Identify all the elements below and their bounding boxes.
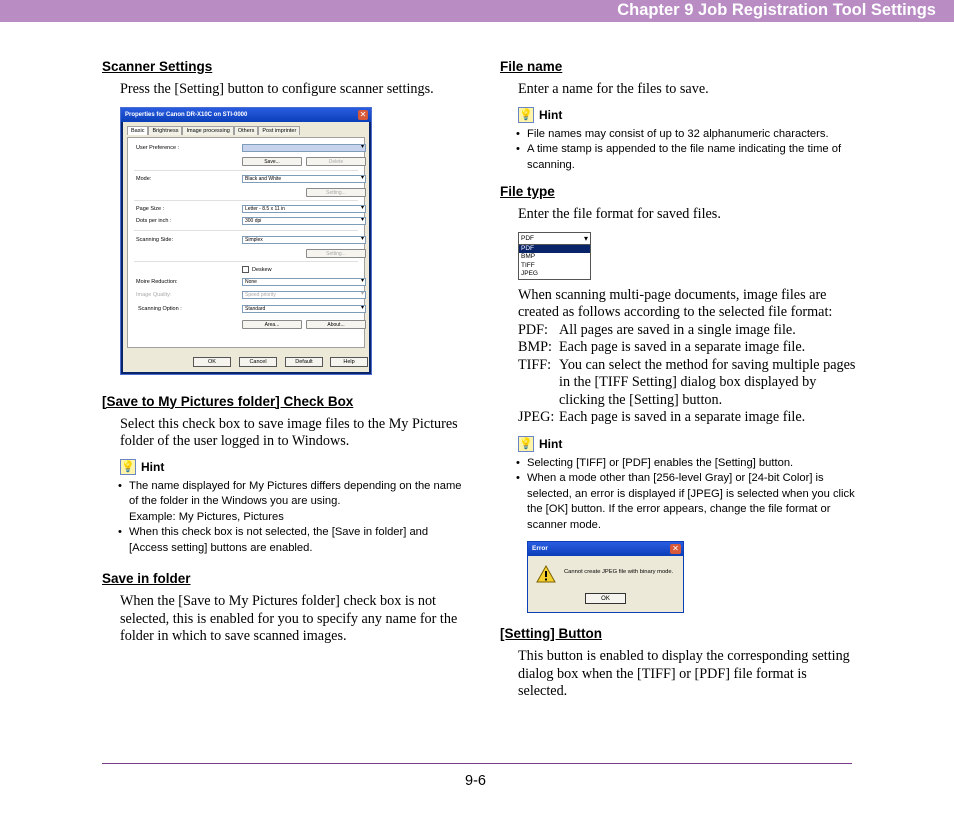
lightbulb-icon: 💡 [518, 436, 534, 452]
hint-label: Hint [539, 107, 563, 122]
close-icon[interactable]: ✕ [670, 544, 681, 554]
dpi-label: Dots per inch : [136, 217, 172, 224]
scanning-side-label: Scanning Side: [136, 236, 173, 243]
hint-header [120, 458, 462, 476]
about-button[interactable]: About... [306, 320, 366, 329]
file-type-heading: File type [500, 184, 555, 199]
list-item: • When this check box is not selected, the [Save in folder] and [Access setting] buttons are enabled. [118, 525, 462, 556]
lightbulb-icon: 💡 [120, 459, 136, 475]
cancel-button[interactable]: Cancel [239, 357, 277, 367]
file-type-intro: When scanning multi-page documents, image files are created as follows according to the selected file format: [518, 286, 833, 320]
deskew-checkbox-row[interactable] [242, 266, 272, 273]
close-icon[interactable]: ✕ [359, 109, 367, 119]
list-item: • Selecting [TIFF] or [PDF] enables the [Setting] button. [516, 456, 856, 472]
save-to-pictures-heading: [Save to My Pictures folder] Check Box [102, 393, 354, 409]
ok-button[interactable]: OK [193, 357, 231, 367]
basic-panel [127, 137, 365, 348]
format-desc: You can select the method for saving multiple pages in the [TIFF Setting] dialog box displayed by clicking the [Setting] button. [559, 356, 856, 408]
image-quality-select[interactable]: Speed priority ▾ [242, 291, 366, 299]
page-number: 9-6 [465, 773, 486, 789]
divider [134, 170, 358, 171]
divider [134, 261, 358, 262]
list-item: • When a mode other than [256-level Gray] or [24-bit Color] is selected, an error is displayed if [JPEG] is selected when you click the [OK] button. If the error appears, change the file format or scanner mode. [516, 471, 856, 533]
scanning-option-select[interactable]: Standard ▾ [242, 305, 366, 313]
deskew-checkbox[interactable] [242, 266, 249, 273]
mode-label: Mode: [136, 175, 152, 182]
hint-list [516, 456, 856, 534]
hint-list [118, 479, 462, 557]
save-in-folder-text: When the [Save to My Pictures folder] check box is not selected, this is enabled for you to specify any name for the folder in which to save scanned images. [120, 593, 458, 644]
file-type-listbox[interactable] [518, 232, 591, 280]
dpi-select[interactable]: 300 dpi ▾ [242, 217, 366, 225]
format-desc: Each page is saved in a separate image file. [559, 339, 806, 355]
error-dialog [527, 541, 684, 613]
dialog-tabs [127, 126, 300, 136]
file-type-option-jpeg[interactable]: JPEG [521, 270, 538, 277]
error-dialog-title: Error [528, 542, 683, 556]
dialog-body [123, 122, 369, 372]
format-row [518, 322, 856, 340]
chapter-title: Chapter 9 Job Registration Tool Settings [617, 1, 936, 19]
error-ok-button[interactable]: OK [585, 593, 626, 604]
page-size-label: Page Size : [136, 205, 165, 212]
list-item [118, 479, 462, 526]
header-bar [0, 0, 954, 22]
help-button[interactable]: Help [330, 357, 368, 367]
hint-header [518, 106, 856, 124]
page-size-select[interactable]: Letter - 8.5 x 11 in ▾ [242, 205, 366, 213]
mode-setting-button[interactable]: Setting... [306, 188, 366, 197]
hint-header [518, 435, 856, 453]
tab-basic[interactable]: Basic [127, 126, 148, 135]
lightbulb-icon: 💡 [518, 107, 534, 123]
right-column [500, 58, 856, 701]
moire-label: Moire Reduction: [136, 278, 178, 285]
scanner-properties-dialog [120, 107, 372, 375]
format-list [518, 322, 856, 427]
area-button[interactable]: Area... [242, 320, 302, 329]
mode-select[interactable]: Black and White ▾ [242, 175, 366, 183]
footer-divider [102, 763, 852, 764]
format-row [518, 339, 856, 357]
format-key: BMP: [518, 339, 552, 355]
file-type-select[interactable]: PDF ▾ [519, 233, 590, 245]
setting-button-text: This button is enabled to display the corresponding setting dialog box when the [TIFF] or [PDF] file format is selected. [518, 648, 850, 699]
deskew-label: Deskew [252, 266, 272, 273]
file-name-heading: File name [500, 59, 563, 74]
scanning-option-label: Scanning Option : [138, 305, 182, 312]
delete-button[interactable]: Delete [306, 157, 366, 166]
tab-brightness[interactable]: Brightness [148, 126, 182, 135]
save-button[interactable]: Save... [242, 157, 302, 166]
warning-icon [536, 565, 556, 583]
tab-others[interactable]: Others [234, 126, 259, 135]
format-key: JPEG: [518, 409, 555, 425]
hint-label: Hint [539, 436, 563, 451]
file-name-text: Enter a name for the files to save. [518, 81, 709, 97]
list-item: • A time stamp is appended to the file name indicating the time of scanning. [516, 142, 856, 173]
tab-image-processing[interactable]: Image processing [182, 126, 233, 135]
file-type-option-pdf[interactable]: PDF [519, 245, 590, 254]
image-quality-label: Image Quality: [136, 291, 172, 298]
format-desc: All pages are saved in a single image file. [559, 321, 796, 338]
moire-select[interactable]: None ▾ [242, 278, 366, 286]
divider [134, 230, 358, 231]
format-row [518, 409, 856, 427]
list-item: • File names may consist of up to 32 alphanumeric characters. [516, 127, 856, 143]
tab-post-imprinter[interactable]: Post imprinter [258, 126, 300, 135]
left-column [102, 58, 462, 646]
format-key: TIFF: [518, 356, 552, 373]
hint-text: The name displayed for My Pictures differs depending on the name of the folder in the Windows you are using. [129, 479, 462, 507]
hint-example: Example: My Pictures, Pictures [129, 510, 284, 523]
error-message: Cannot create JPEG file with binary mode. [564, 569, 674, 575]
file-type-option-bmp[interactable]: BMP [521, 253, 536, 260]
format-row [518, 357, 856, 410]
dialog-title: Properties for Canon DR-X10C on STI-0000 [121, 108, 371, 122]
divider [134, 200, 358, 201]
user-preference-label: User Preference : [136, 144, 180, 151]
save-in-folder-heading: Save in folder [102, 571, 191, 586]
scanner-settings-text: Press the [Setting] button to configure scanner settings. [120, 81, 434, 97]
file-type-option-tiff[interactable]: TIFF [521, 261, 535, 269]
scanning-side-select[interactable]: Simplex ▾ [242, 236, 366, 244]
user-preference-select[interactable] [242, 144, 366, 152]
hint-list [516, 127, 856, 174]
setting-button-heading: [Setting] Button [500, 626, 602, 641]
save-to-pictures-text: Select this check box to save image files to the My Pictures folder of the user logged in to Windows. [120, 415, 458, 449]
hint-label: Hint [141, 459, 165, 474]
format-desc: Each page is saved in a separate image file. [559, 409, 806, 425]
file-type-text: Enter the file format for saved files. [518, 206, 721, 222]
side-setting-button[interactable]: Setting... [306, 249, 366, 258]
scanner-settings-heading: Scanner Settings [102, 59, 213, 74]
format-key: PDF: [518, 321, 548, 338]
default-button[interactable]: Default [285, 357, 323, 367]
